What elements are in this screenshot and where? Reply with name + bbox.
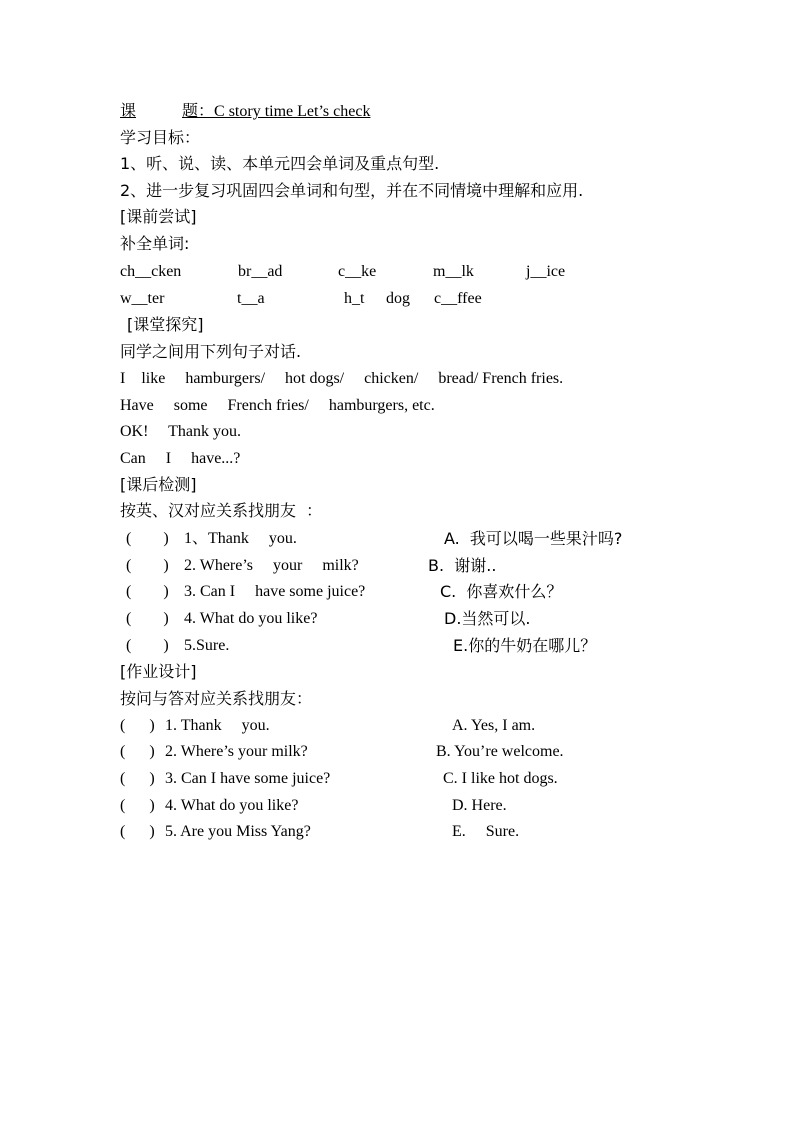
answer-blank[interactable]: ( ): [126, 637, 169, 654]
lesson-title: [120, 101, 370, 122]
goals-heading: 学习目标：: [120, 128, 201, 147]
title-label-1: 课: [120, 101, 137, 120]
dialogue-line-1: I like hamburgers/ hot dogs/ chicken/ bread/ French fries.: [120, 370, 564, 387]
homework-answer: E. Sure.: [452, 823, 520, 840]
answer-blank[interactable]: ( ): [120, 743, 155, 760]
answer-blank[interactable]: ( ): [120, 797, 155, 814]
answer-blank[interactable]: ( ): [120, 770, 155, 787]
word-blank: w__ter: [120, 290, 165, 307]
check-option: C. 你喜欢什么？: [440, 582, 563, 601]
homework-answer: D. Here.: [452, 797, 507, 814]
word-blank: c__ke: [338, 263, 377, 280]
answer-blank[interactable]: ( ): [126, 610, 169, 627]
dialogue-line-3: OK! Thank you.: [120, 423, 242, 440]
word-blank: h_t: [344, 290, 365, 307]
check-heading: [课后检测]: [120, 475, 197, 494]
homework-answer: C. I like hot dogs.: [443, 770, 558, 787]
word-blank: j__ice: [526, 263, 566, 280]
title-label-2: 题：: [182, 101, 215, 120]
check-question: 2. Where’s your milk?: [184, 557, 359, 574]
answer-blank[interactable]: ( ): [120, 717, 155, 734]
preview-heading: [课前尝试]: [120, 207, 197, 226]
homework-question: 5. Are you Miss Yang?: [165, 823, 311, 840]
check-option: D.当然可以.: [444, 609, 531, 628]
check-option: A. 我可以喝一些果汁吗?: [444, 529, 623, 548]
answer-blank[interactable]: ( ): [126, 557, 169, 574]
check-question: 3. Can I have some juice?: [184, 583, 366, 600]
check-option: B. 谢谢..: [428, 556, 497, 575]
homework-question: 4. What do you like?: [165, 797, 299, 814]
homework-question: 1. Thank you.: [165, 717, 270, 734]
explore-instruction: 同学之间用下列句子对话.: [120, 342, 302, 361]
homework-question: 3. Can I have some juice?: [165, 770, 331, 787]
dialogue-line-4: Can I have...?: [120, 450, 241, 467]
answer-blank[interactable]: ( ): [120, 823, 155, 840]
check-question: 1、Thank you.: [184, 530, 297, 547]
check-question: 4. What do you like?: [184, 610, 318, 627]
title-text: C story time Let’s check: [214, 103, 371, 120]
homework-question: 2. Where’s your milk?: [165, 743, 308, 760]
preview-instruction: 补全单词:: [120, 234, 190, 253]
word-blank: m__lk: [433, 263, 474, 280]
homework-instruction: 按问与答对应关系找朋友：: [120, 689, 313, 708]
word-blank: br__ad: [238, 263, 283, 280]
word-blank: c__ffee: [434, 290, 482, 307]
check-question: 5.Sure.: [184, 637, 230, 654]
homework-heading: [作业设计]: [120, 662, 197, 681]
homework-answer: A. Yes, I am.: [452, 717, 536, 734]
word-blank: t__a: [237, 290, 265, 307]
explore-heading: [课堂探究]: [127, 315, 204, 334]
word-blank: dog: [386, 290, 410, 307]
goal-item-2: 2、进一步复习巩固四会单词和句型，并在不同情境中理解和应用.: [120, 181, 584, 200]
answer-blank[interactable]: ( ): [126, 583, 169, 600]
dialogue-line-2: Have some French fries/ hamburgers, etc.: [120, 397, 435, 414]
goal-item-1: 1、听、说、读、本单元四会单词及重点句型.: [120, 154, 440, 173]
homework-answer: B. You’re welcome.: [436, 743, 564, 760]
word-blank: ch__cken: [120, 263, 182, 280]
answer-blank[interactable]: ( ): [126, 530, 169, 547]
check-instruction: 按英、汉对应关系找朋友 ：: [120, 501, 323, 520]
check-option: E.你的牛奶在哪儿？: [453, 636, 597, 655]
